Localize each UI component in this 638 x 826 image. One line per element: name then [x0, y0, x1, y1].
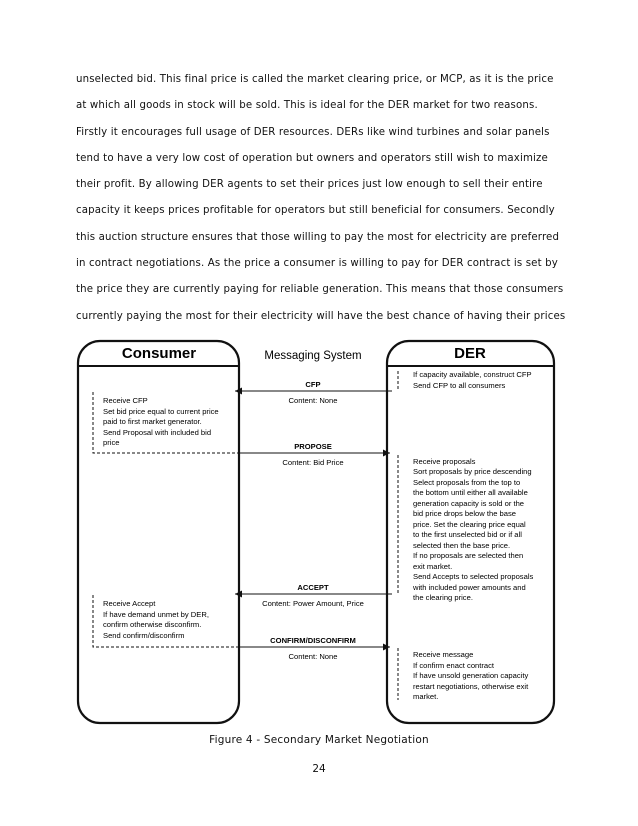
der-step-2-line: Send Accepts to selected proposals [413, 572, 534, 581]
der-step-2-line: the clearing price. [413, 593, 473, 602]
figure-caption: Figure 4 - Secondary Market Negotiation [209, 734, 429, 746]
text-line: this auction structure ensures that those willing to pay the most for electricity are preferred [76, 231, 560, 243]
text-line: Firstly it encourages full usage of DER resources. DERs like wind turbines and solar panels [76, 126, 550, 138]
messaging-system-title: Messaging System [264, 350, 362, 362]
der-step-2-line: to the first unselected bid or if all [413, 530, 522, 539]
consumer-step-2 [93, 595, 238, 647]
der-title: DER [454, 345, 486, 362]
message-content-propose: Content: Bid Price [282, 458, 344, 467]
consumer-step-2-line: If have demand unmet by DER, [103, 610, 209, 619]
der-step-2-line: exit market. [413, 562, 453, 571]
text-line: capacity it keeps prices profitable for operators but still beneficial for consumers. Secondly [76, 205, 555, 217]
message-label-propose: PROPOSE [294, 442, 332, 451]
consumer-step-1-line: Send Proposal with included bid [103, 428, 212, 437]
der-step-3 [398, 648, 529, 701]
der-step-1-line: If capacity available, construct CFP [413, 370, 532, 379]
der-step-2-line: selected then the base price. [413, 541, 511, 550]
message-content-confirm: Content: None [288, 652, 338, 661]
consumer-step-1-line: Receive CFP [103, 396, 148, 405]
message-label-confirm: CONFIRM/DISCONFIRM [270, 636, 356, 645]
text-line: currently paying the most for their electricity will have the best chance of having their prices [76, 310, 566, 322]
consumer-step-1-line: Set bid price equal to current price [103, 407, 219, 416]
der-step-2-line: Receive proposals [413, 457, 476, 466]
consumer-step-1 [93, 392, 238, 453]
der-step-2-line: with included power amounts and [413, 583, 526, 592]
der-step-3-line: market. [413, 692, 439, 701]
der-step-2-line: Sort proposals by price descending [413, 467, 532, 476]
der-step-2 [398, 455, 534, 602]
text-line: the price they are currently paying for reliable generation. This means that those consumers [76, 284, 564, 296]
text-line: unselected bid. This final price is called the market clearing price, or MCP, as it is the price [76, 74, 554, 85]
der-step-2-line: Select proposals from the top to [413, 478, 521, 487]
text-line: their profit. By allowing DER agents to set their prices just low enough to sell their entire [76, 179, 543, 191]
consumer-step-2-line: Send confirm/disconfirm [103, 631, 185, 640]
text-line: at which all goods in stock will be sold. This is ideal for the DER market for two reasons. [76, 100, 538, 112]
message-content-cfp: Content: None [288, 396, 338, 405]
consumer-step-1-line: price [103, 438, 120, 447]
text-line: in contract negotiations. As the price a consumer is willing to pay for DER contract is set by [76, 258, 558, 270]
der-step-2-line: generation capacity is sold or the [413, 499, 525, 508]
message-content-accept: Content: Power Amount, Price [262, 599, 364, 608]
consumer-step-2-line: confirm otherwise disconfirm. [103, 620, 202, 629]
der-step-2-line: bid price drops below the base [413, 509, 517, 518]
consumer-step-1-line: paid to first market generator. [103, 417, 202, 426]
der-step-2-line: price. Set the clearing price equal [413, 520, 526, 529]
page-number: 24 [312, 763, 326, 775]
consumer-title: Consumer [121, 345, 197, 362]
der-step-1-line: Send CFP to all consumers [413, 381, 506, 390]
der-step-3-line: Receive message [413, 650, 474, 659]
der-step-3-line: If confirm enact contract [413, 661, 495, 670]
message-label-cfp: CFP [305, 380, 321, 389]
message-label-accept: ACCEPT [297, 583, 329, 592]
der-step-3-line: restart negotiations, otherwise exit [413, 682, 529, 691]
der-step-3-line: If have unsold generation capacity [413, 671, 529, 680]
der-step-2-line: If no proposals are selected then [413, 551, 524, 560]
der-step-2-line: the bottom until either all available [413, 488, 528, 497]
text-line: tend to have a very low cost of operation but owners and operators still wish to maximize [76, 152, 548, 164]
consumer-step-2-line: Receive Accept [103, 599, 156, 608]
der-step-1 [398, 370, 532, 391]
